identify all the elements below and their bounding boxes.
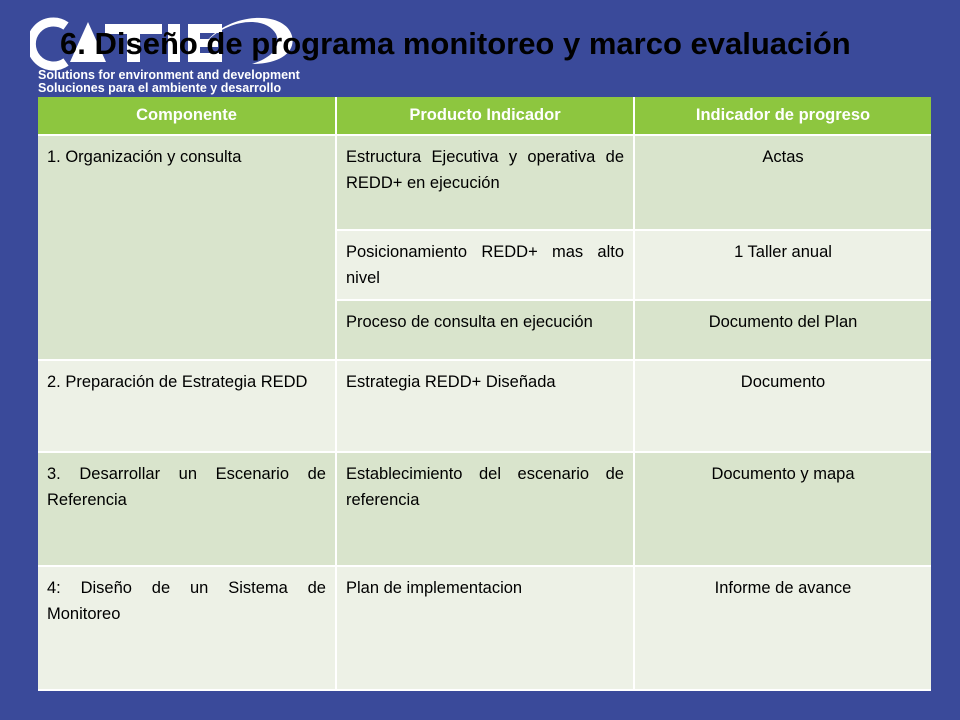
column-header-producto-indicador: Producto Indicador bbox=[336, 97, 634, 135]
table-row bbox=[38, 452, 931, 566]
indicador-cell: Actas bbox=[634, 135, 931, 230]
producto-cell: Estructura Ejecutiva y operativa de REDD+ en ejecución bbox=[336, 135, 634, 230]
table-row bbox=[38, 360, 931, 452]
indicador-cell: Informe de avance bbox=[634, 566, 931, 690]
componente-cell: 4: Diseño de un Sistema de Monitoreo bbox=[38, 566, 336, 690]
logo-tagline-spanish: Soluciones para el ambiente y desarrollo bbox=[38, 81, 282, 95]
componente-cell: 3. Desarrollar un Escenario de Referencia bbox=[38, 452, 336, 566]
monitoring-table bbox=[38, 97, 931, 691]
page-title: 6. Diseño de programa monitoreo y marco evaluación bbox=[60, 26, 851, 61]
table-row bbox=[38, 566, 931, 690]
componente-cell: 2. Preparación de Estrategia REDD bbox=[38, 360, 336, 452]
producto-cell: Posicionamiento REDD+ mas alto nivel bbox=[336, 230, 634, 300]
producto-cell: Establecimiento del escenario de referencia bbox=[336, 452, 634, 566]
logo-tagline-english: Solutions for environment and development bbox=[38, 68, 300, 82]
column-header-indicador-progreso: Indicador de progreso bbox=[634, 97, 931, 135]
indicador-cell: Documento y mapa bbox=[634, 452, 931, 566]
producto-cell: Estrategia REDD+ Diseñada bbox=[336, 360, 634, 452]
producto-cell: Plan de implementacion bbox=[336, 566, 634, 690]
producto-cell: Proceso de consulta en ejecución bbox=[336, 300, 634, 360]
indicador-cell: Documento del Plan bbox=[634, 300, 931, 360]
componente-cell: 1. Organización y consulta bbox=[38, 135, 336, 360]
indicador-cell: Documento bbox=[634, 360, 931, 452]
table-row bbox=[38, 135, 931, 230]
table-header-row bbox=[38, 97, 931, 135]
indicador-cell: 1 Taller anual bbox=[634, 230, 931, 300]
column-header-componente: Componente bbox=[38, 97, 336, 135]
